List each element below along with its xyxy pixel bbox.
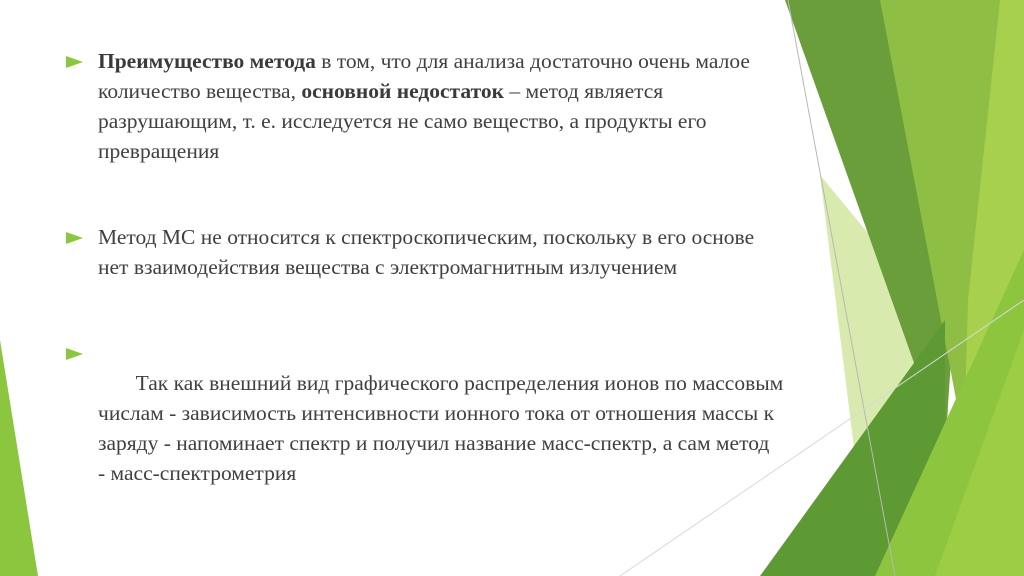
bullet-not-spectroscopic <box>64 222 784 282</box>
triangle-bullet-icon <box>66 56 83 68</box>
left-green-sliver <box>0 340 38 576</box>
bullet-mass-spectrum-name <box>64 338 795 518</box>
disadvantage-term: основной недостаток <box>301 79 504 103</box>
triangle-bullet-icon <box>66 232 83 244</box>
bullet-text: в том, что для анализа достаточно очень малое количество вещества, <box>98 49 750 103</box>
bullet-list <box>64 46 795 518</box>
bullet-advantage <box>64 46 784 166</box>
advantage-term: Преимущество метода <box>98 49 316 73</box>
triangle-bullet-icon <box>66 348 83 360</box>
bullet-text: Так как внешний вид графического распределения ионов по массовым числам - зависимость интенсивности ионного тока от отношения массы к заряду - напоминает спектр и получил название масс-спектр, а сам метод - масс-спектрометрия <box>98 371 795 485</box>
bullet-text: Метод МС не относится к спектроскопическим, поскольку в его основе нет взаимодействия вещества с электромагнитным излучением <box>98 225 755 279</box>
bullet-text: – метод является разрушающим, т. е. исследуется не само вещество, а продукты его превращения <box>98 79 707 163</box>
